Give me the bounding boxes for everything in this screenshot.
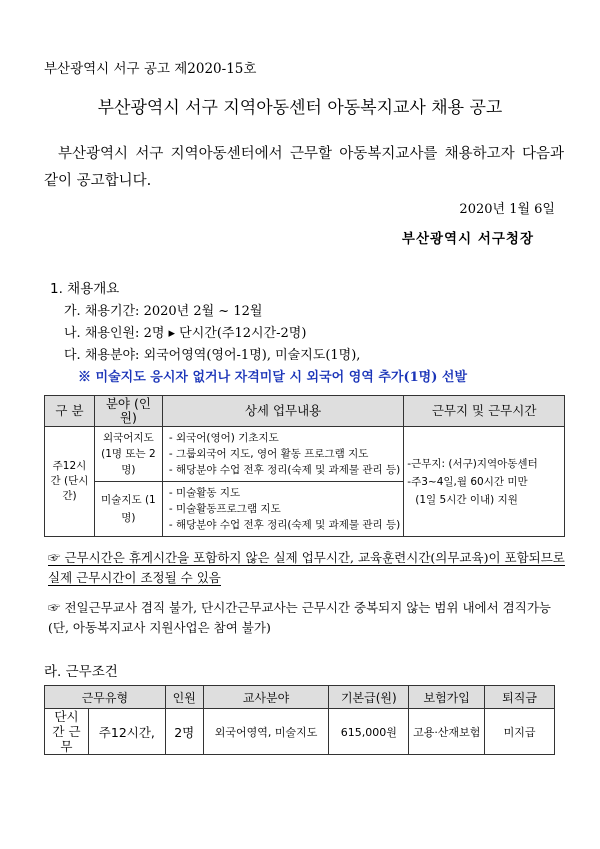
place-item: -근무지: (서구)지역아동센터 [407, 457, 538, 470]
table-header: 인원 [165, 686, 203, 709]
duties-cell [162, 482, 403, 537]
notice-number: 부산광역시 서구 공고 제2020-15호 [44, 61, 257, 77]
place-item: -주3~4일,월 60시간 미만 [407, 475, 528, 488]
recruitment-period: 가. 채용기간: 2020년 2월 ~ 12월 [64, 304, 263, 319]
duty-item: - 미술활동프로그램 지도 [168, 503, 281, 515]
table-header: 기본급(원) [329, 686, 409, 709]
note-item: ☞ 전일근무교사 겸직 불가, 단시간근무교사는 근무시간 중복되지 않는 범위 내에서 겸직가능(단, 아동복지교사 지원사업은 참여 불가) [48, 600, 551, 635]
place-item: (1일 5시간 이내) 지원 [415, 493, 518, 506]
table-cell: 주12시간, [88, 709, 165, 755]
warning-note: ※ 미술지도 응시자 없거나 자격미달 시 외국어 영역 추가(1명) 선발 [78, 370, 468, 385]
duty-table [44, 395, 565, 537]
note-item [48, 548, 568, 588]
intro-paragraph: 부산광역시 서구 지역아동센터에서 근무할 아동복지교사를 채용하고자 다음과 같이 공고합니다. [44, 146, 564, 189]
table-header: 퇴직금 [485, 686, 555, 709]
conditions-table [44, 685, 555, 755]
page-title: 부산광역시 서구 지역아동센터 아동복지교사 채용 공고 [97, 98, 503, 118]
duty-item: - 외국어(영어) 기초지도 [168, 432, 279, 444]
table-header: 구 분 [45, 396, 95, 427]
recruitment-field: 다. 채용분야: 외국어영역(영어-1명), 미술지도(1명), [64, 348, 361, 363]
duty-item: - 미술활동 지도 [168, 487, 241, 499]
conditions-title: 라. 근무조건 [44, 664, 118, 680]
duty-item: - 그룹외국어 지도, 영어 활동 프로그램 지도 [168, 448, 369, 460]
table-header: 상세 업무내용 [162, 396, 403, 427]
duties-cell [162, 427, 403, 482]
category-cell: 주12시간 (단시간) [45, 427, 95, 537]
table-header: 분야 (인원) [94, 396, 162, 427]
notice-date: 2020년 1월 6일 [459, 202, 555, 217]
table-cell: 615,000원 [329, 709, 409, 755]
table-cell: 2명 [165, 709, 203, 755]
section-title: 1. 채용개요 [50, 281, 120, 297]
field-cell: 미술지도 (1명) [94, 482, 162, 537]
table-header: 교사분야 [203, 686, 329, 709]
table-header: 근무지 및 근무시간 [404, 396, 565, 427]
issuer: 부산광역시 서구청장 [401, 231, 534, 247]
table-cell: 고용·산재보험 [409, 709, 485, 755]
duty-item: - 해당분야 수업 전후 정리(숙제 및 과제물 관리 등) [168, 519, 401, 531]
recruitment-count: 나. 채용인원: 2명 ▸ 단시간(주12시간-2명) [64, 326, 307, 341]
place-cell [404, 427, 565, 537]
table-header: 근무유형 [45, 686, 166, 709]
note-text: ☞ 근무시간은 휴게시간을 포함하지 않은 실제 업무시간, 교육훈련시간(의무교육)이 포함되므로 실제 근무시간이 조정될 수 있음 [48, 550, 565, 585]
table-cell: 단시간 근 무 [45, 709, 89, 755]
table-cell: 외국어영역, 미술지도 [203, 709, 329, 755]
duty-item: - 해당분야 수업 전후 정리(숙제 및 과제물 관리 등) [168, 464, 401, 476]
field-cell: 외국어지도 (1명 또는 2명) [94, 427, 162, 482]
table-cell: 미지급 [485, 709, 555, 755]
table-header: 보험가입 [409, 686, 485, 709]
